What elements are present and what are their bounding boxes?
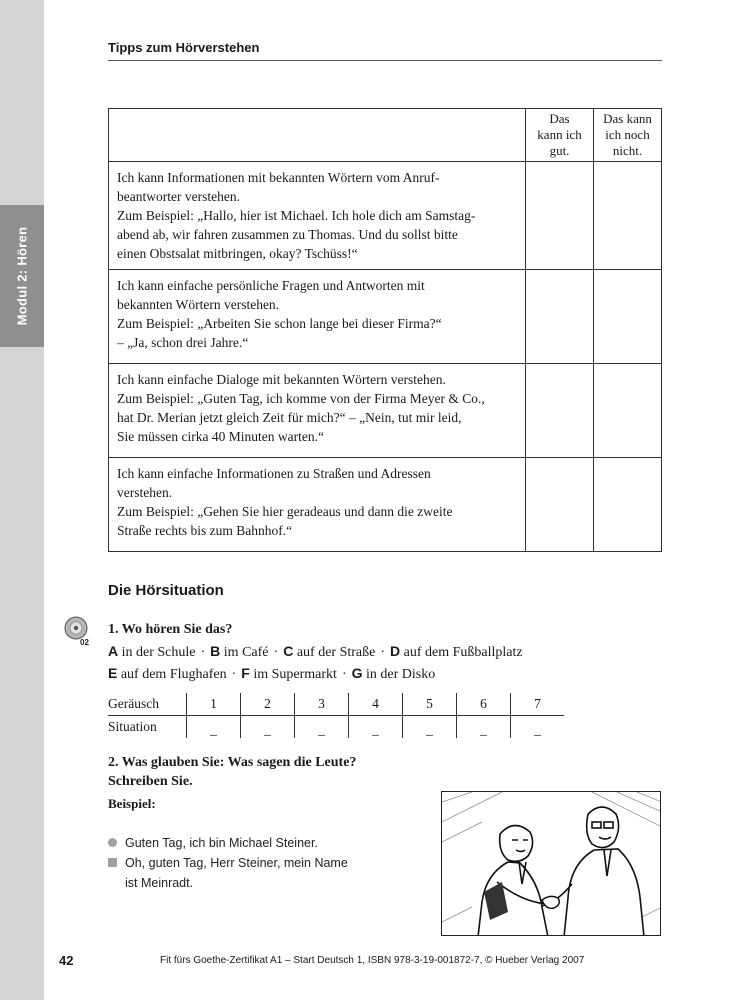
sound-number: 3 <box>295 693 349 716</box>
statement-line: verstehen. <box>117 485 173 500</box>
situation-answer-blank[interactable]: _ <box>511 716 565 739</box>
separator: · <box>231 667 237 682</box>
sound-row <box>108 693 564 716</box>
place-text: im Café <box>220 645 269 660</box>
places-line-2 <box>108 663 523 685</box>
check-cell-can[interactable] <box>526 458 594 552</box>
footer-text: Fit fürs Goethe-Zertifikat A1 – Start Deutsch 1, ISBN 978-3-19-001872-7, © Hueber Verlag 2007 <box>160 955 585 966</box>
situation-answer-blank[interactable]: _ <box>187 716 241 739</box>
statement-line: Ich kann einfache persönliche Fragen und Antworten mit <box>117 278 425 293</box>
sound-number: 6 <box>457 693 511 716</box>
separator: · <box>273 645 279 660</box>
dialog-line <box>108 833 348 853</box>
situation-answer-blank[interactable]: _ <box>349 716 403 739</box>
statement-line: bekannten Wörtern verstehen. <box>117 297 280 312</box>
table-row <box>109 458 662 552</box>
dialog-text: Oh, guten Tag, Herr Steiner, mein Name <box>125 856 348 870</box>
statement-line: Ich kann einfache Informationen zu Straßen und Adressen <box>117 466 431 481</box>
page-number: 42 <box>59 953 74 968</box>
statement-line: Zum Beispiel: „Gehen Sie hier geradeaus und dann die zweite <box>117 504 453 519</box>
circle-bullet-icon <box>108 838 117 847</box>
place-text: in der Schule <box>118 645 196 660</box>
handshake-drawing <box>442 792 661 936</box>
example-label: Beispiel: <box>108 796 156 811</box>
statement-line: Zum Beispiel: „Guten Tag, ich komme von der Firma Meyer & Co., <box>117 391 485 406</box>
can-do-well-header <box>526 109 594 162</box>
place-letter: D <box>390 643 401 659</box>
header-line: kann ich <box>537 127 582 142</box>
statement-cell <box>109 162 526 270</box>
cd-icon <box>63 616 93 646</box>
situation-row-label: Situation <box>108 719 157 734</box>
statement-line: hat Dr. Merian jetzt gleich Zeit für mich?“ – „Nein, tut mir leid, <box>117 410 462 425</box>
place-letter: E <box>108 665 118 681</box>
statement-line: einen Obstsalat mitbringen, okay? Tschüss!“ <box>117 246 358 261</box>
place-text: auf der Straße <box>293 645 376 660</box>
sidebar <box>0 0 44 1000</box>
check-cell-cannot[interactable] <box>594 364 662 458</box>
statement-cell <box>109 270 526 364</box>
places-list <box>108 641 523 685</box>
place-text: im Supermarkt <box>249 667 337 682</box>
sound-number: 1 <box>187 693 241 716</box>
statement-line: Straße rechts bis zum Bahnhof.“ <box>117 523 293 538</box>
check-cell-cannot[interactable] <box>594 162 662 270</box>
header-line: gut. <box>549 143 570 158</box>
situation-row <box>108 716 564 739</box>
sound-number: 4 <box>349 693 403 716</box>
statement-cell <box>109 458 526 552</box>
statement-line: Ich kann Informationen mit bekannten Wörtern vom Anruf- <box>117 170 440 185</box>
statement-header <box>109 109 526 162</box>
header-line: Das <box>549 111 570 126</box>
statement-line: Zum Beispiel: „Hallo, hier ist Michael. Ich hole dich am Samstag- <box>117 208 476 223</box>
statement-line: Sie müssen cirka 40 Minuten warten.“ <box>117 429 324 444</box>
dialog-line <box>108 853 348 893</box>
table-row <box>109 364 662 458</box>
place-letter: C <box>283 643 294 659</box>
place-text: auf dem Flughafen <box>117 667 227 682</box>
statement-line: abend ab, wir fahren zusammen zu Thomas. Und du sollst bitte <box>117 227 458 242</box>
situation-answer-blank[interactable]: _ <box>403 716 457 739</box>
statement-line: beantworter verstehen. <box>117 189 240 204</box>
separator: · <box>200 645 206 660</box>
places-line-1 <box>108 641 523 663</box>
dialog-text: Guten Tag, ich bin Michael Steiner. <box>125 836 318 850</box>
separator: · <box>380 645 386 660</box>
sound-row-label: Geräusch <box>108 693 187 716</box>
module-tab-label: Modul 2: Hören <box>14 226 30 326</box>
table-header-row <box>109 109 662 162</box>
check-cell-cannot[interactable] <box>594 458 662 552</box>
dialog-text: ist Meinradt. <box>125 876 194 890</box>
header-line: nicht. <box>612 143 643 158</box>
check-cell-cannot[interactable] <box>594 270 662 364</box>
exercise-2-title-line: Schreiben Sie. <box>108 774 193 789</box>
exercise-2-title <box>108 753 356 791</box>
situation-answer-blank[interactable]: _ <box>241 716 295 739</box>
cd-track-number: 02 <box>80 638 89 646</box>
page-header: Tipps zum Hörverstehen <box>108 40 662 61</box>
check-cell-can[interactable] <box>526 162 594 270</box>
cannot-yet-header <box>594 109 662 162</box>
situation-answer-blank[interactable]: _ <box>457 716 511 739</box>
square-bullet-icon <box>108 858 117 867</box>
place-letter: B <box>210 643 221 659</box>
table-row <box>109 162 662 270</box>
statement-line: Ich kann einfache Dialoge mit bekannten Wörtern verstehen. <box>117 372 446 387</box>
header-line: ich noch <box>605 127 650 142</box>
sound-situation-table <box>108 693 564 738</box>
table-row <box>109 270 662 364</box>
section-title: Die Hörsituation <box>108 582 224 599</box>
place-text: auf dem Fußballplatz <box>400 645 523 660</box>
statement-line: – „Ja, schon drei Jahre.“ <box>117 335 249 350</box>
exercise-1-title: 1. Wo hören Sie das? <box>108 622 233 637</box>
self-check-table <box>108 108 662 552</box>
handshake-illustration <box>441 791 661 936</box>
sound-number: 7 <box>511 693 565 716</box>
separator: · <box>341 667 347 682</box>
situation-answer-blank[interactable]: _ <box>295 716 349 739</box>
check-cell-can[interactable] <box>526 364 594 458</box>
place-letter: A <box>108 643 119 659</box>
example-dialog <box>108 833 348 893</box>
statement-line: Zum Beispiel: „Arbeiten Sie schon lange bei dieser Firma?“ <box>117 316 442 331</box>
exercise-2-title-line: 2. Was glauben Sie: Was sagen die Leute? <box>108 755 357 770</box>
header-line: Das kann <box>603 111 652 126</box>
place-text: in der Disko <box>362 667 436 682</box>
place-letter: F <box>241 665 250 681</box>
place-letter: G <box>351 665 363 681</box>
check-cell-can[interactable] <box>526 270 594 364</box>
sound-number: 2 <box>241 693 295 716</box>
statement-cell <box>109 364 526 458</box>
module-tab <box>0 205 44 347</box>
sound-number: 5 <box>403 693 457 716</box>
